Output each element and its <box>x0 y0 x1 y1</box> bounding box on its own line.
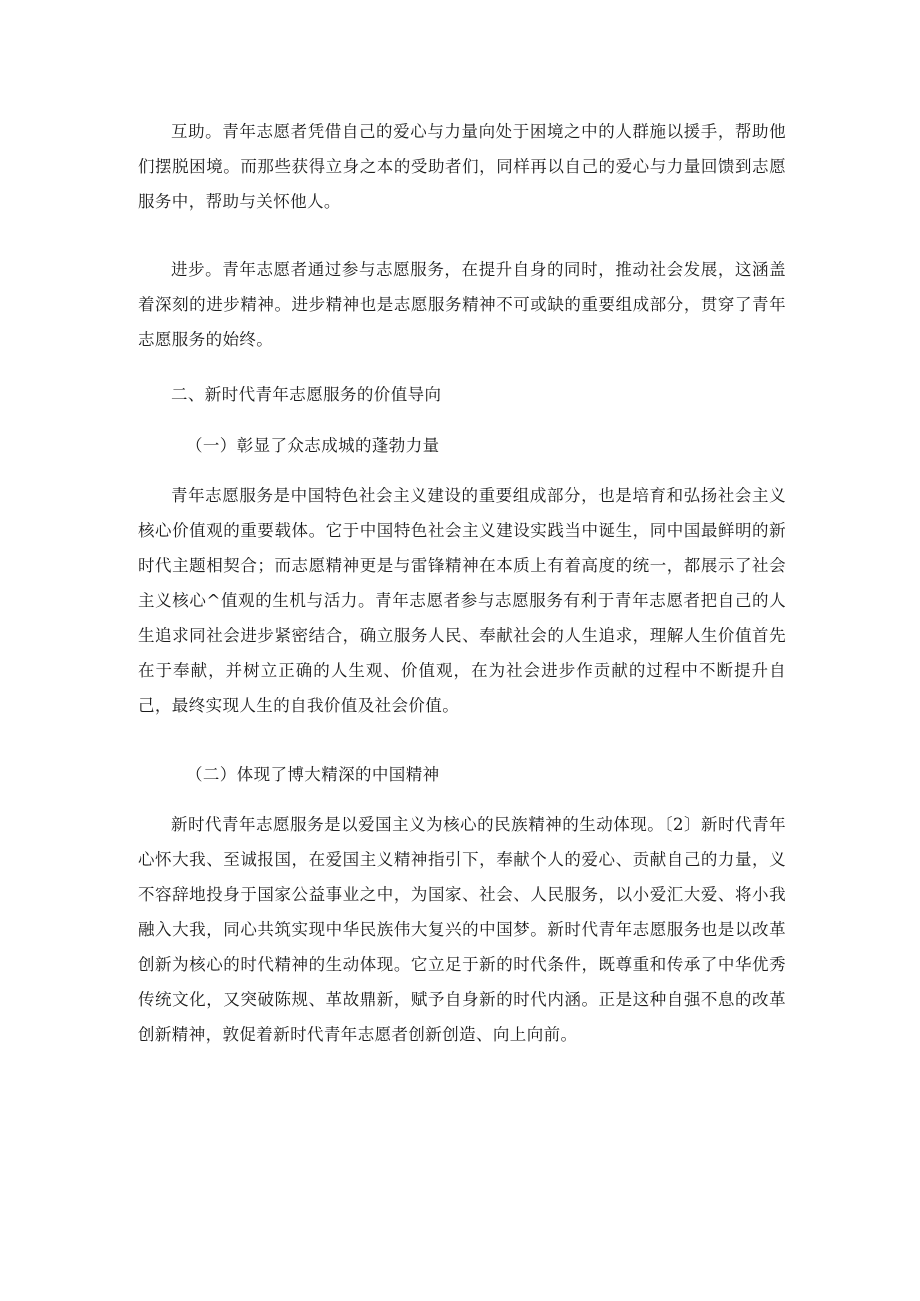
paragraph-mutual-aid: 互助。青年志愿者凭借自己的爱心与力量向处于困境之中的人群施以援手，帮助他们摆脱困境。而那些获得立身之本的受助者们，同样再以自己的爱心与力量回馈到志愿服务中，帮助与关怀他人。 <box>138 122 786 211</box>
paragraph-progress: 进步。青年志愿者通过参与志愿服务，在提升自身的同时，推动社会发展，这涵盖着深刻的进步精神。进步精神也是志愿服务精神不可或缺的重要组成部分，贯穿了青年志愿服务的始终。 <box>138 260 786 349</box>
section-heading-two: （二）体现了博大精深的中国精神 <box>186 765 440 784</box>
section-heading-one: （一）彰显了众志成城的蓬勃力量 <box>186 436 440 455</box>
paragraph-section-one: 青年志愿服务是中国特色社会主义建设的重要组成部分，也是培育和弘扬社会主义核心价值观的重要载体。它于中国特色社会主义建设实践当中诞生，同中国最鲜明的新时代主题相契合；而志愿精神更是与雷锋精神在本质上有着高度的统一，都展示了社会主义核心^值观的生机与活力。青年志愿者参与志愿服务有利于青年志愿者把自己的人生追求同社会进步紧密结合，确立服务人民、奉献社会的人生追求，理解人生价值首先在于奉献，并树立正确的人生观、价值观，在为社会进步作贡献的过程中不断提升自己，最终实现人生的自我价值及社会价值。 <box>138 486 786 715</box>
chapter-heading: 二、新时代青年志愿服务的价值导向 <box>171 385 442 404</box>
paragraph-section-two: 新时代青年志愿服务是以爱国主义为核心的民族精神的生动体现。〔2〕新时代青年心怀大我、至诚报国，在爱国主义精神指引下，奉献个人的爱心、贡献自己的力量，义不容辞地投身于国家公益事业之中，为国家、社会、人民服务，以小爱汇大爱、将小我融入大我，同心共筑实现中华民族伟大复兴的中国梦。新时代青年志愿服务也是以改革创新为核心的时代精神的生动体现。它立足于新的时代条件，既尊重和传承了中华优秀传统文化，又突破陈规、革故鼎新，赋予自身新的时代内涵。正是这种自强不息的改革创新精神，敦促着新时代青年志愿者创新创造、向上向前。 <box>138 815 786 1044</box>
